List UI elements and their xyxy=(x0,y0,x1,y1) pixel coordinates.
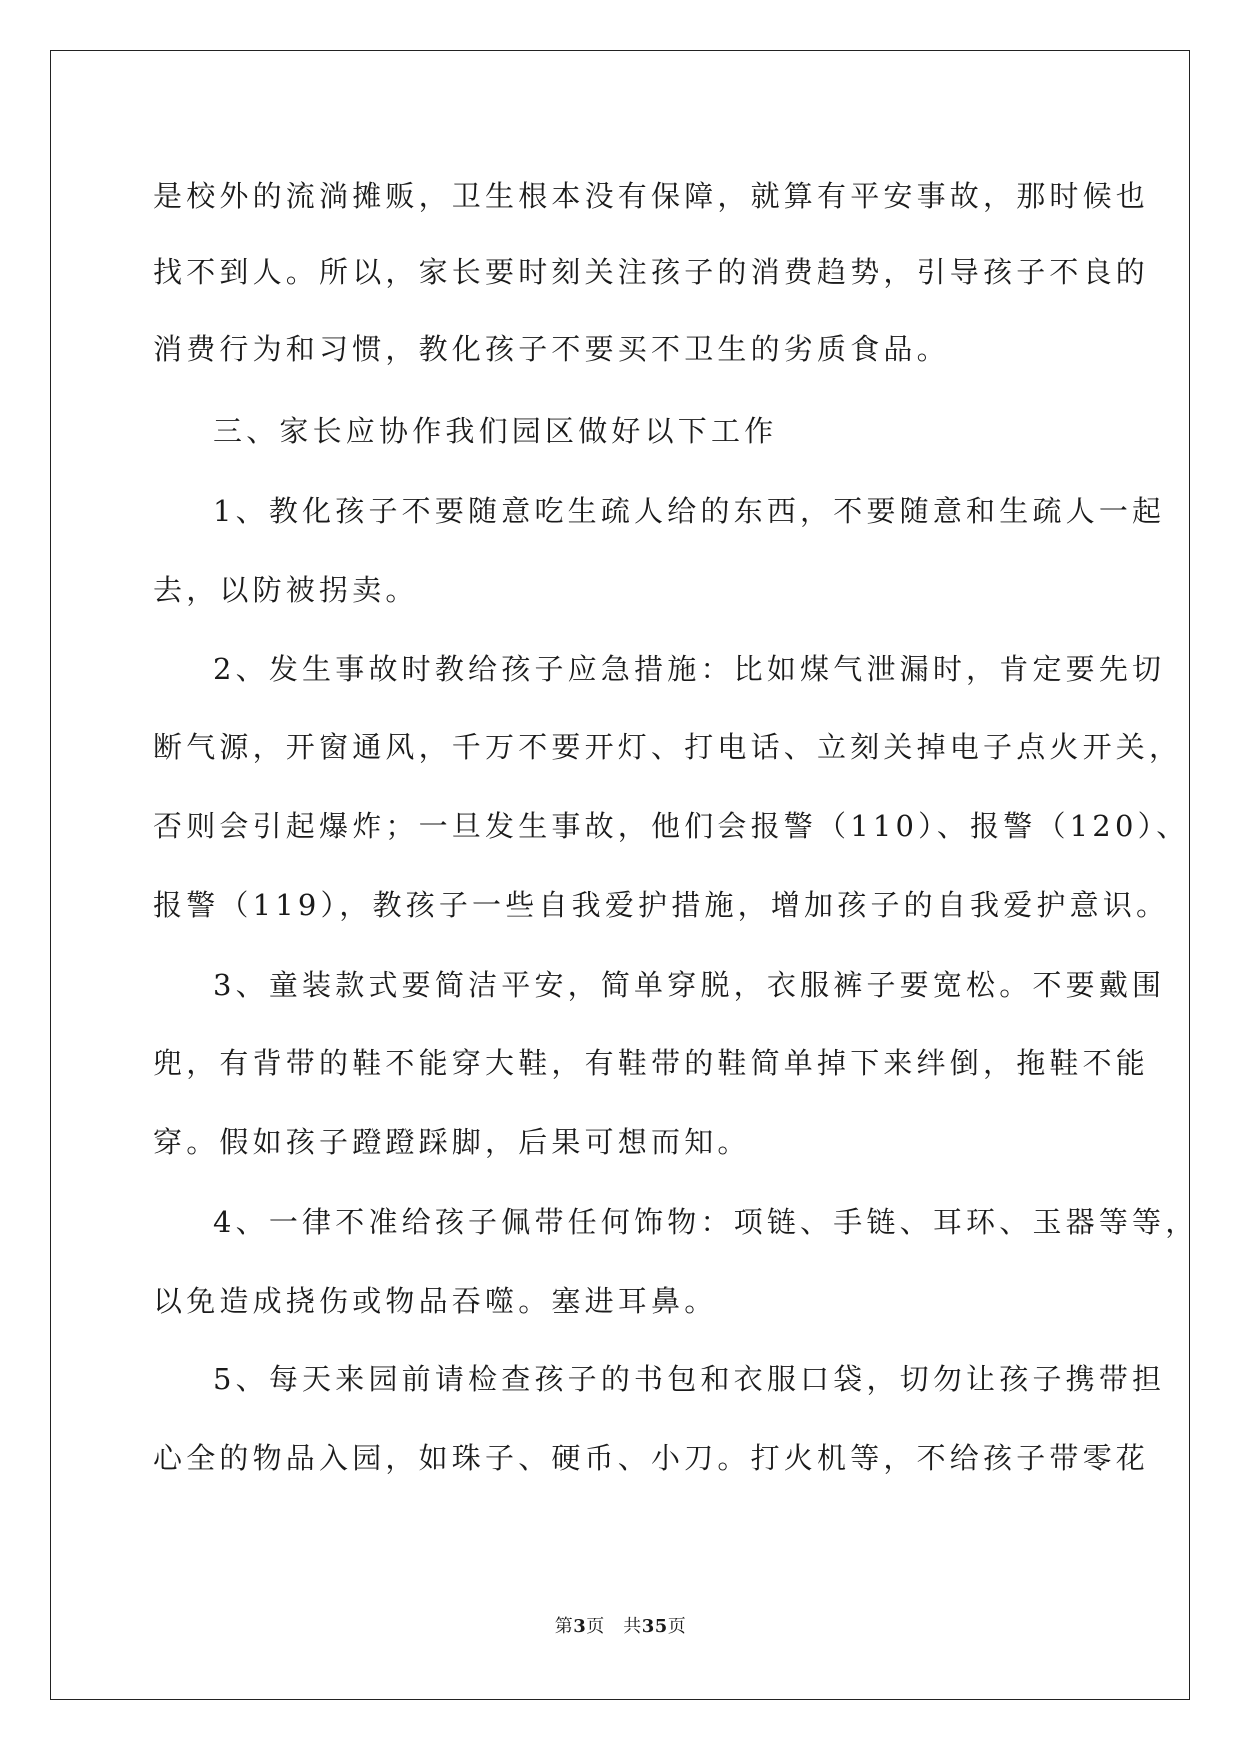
body-line-9: 否则会引起爆炸；一旦发生事故，他们会报警（110）、报警（120）、 xyxy=(153,809,1190,843)
body-line-7: 2、发生事故时教给孩子应急措施：比如煤气泄漏时，肯定要先切 xyxy=(213,652,1166,686)
footer-suffix: 页 xyxy=(667,1616,687,1637)
footer-prefix: 第 xyxy=(554,1616,574,1637)
body-line-16: 5、每天来园前请检查孩子的书包和衣服口袋，切勿让孩子携带担 xyxy=(213,1362,1166,1396)
body-line-10: 报警（119），教孩子一些自我爱护措施，增加孩子的自我爱护意识。 xyxy=(153,888,1170,922)
body-line-6: 去，以防被拐卖。 xyxy=(153,573,419,607)
body-line-12: 兜，有背带的鞋不能穿大鞋，有鞋带的鞋简单掉下来绊倒，拖鞋不能 xyxy=(153,1046,1150,1080)
current-page-number: 3 xyxy=(573,1616,587,1637)
body-line-15: 以免造成挠伤或物品吞噬。塞进耳鼻。 xyxy=(153,1284,718,1318)
body-line-1: 是校外的流淌摊贩，卫生根本没有保障，就算有平安事故，那时候也 xyxy=(153,179,1150,213)
body-line-14: 4、一律不准给孩子佩带任何饰物：项链、手链、耳环、玉器等等， xyxy=(213,1205,1199,1239)
body-line-5: 1、教化孩子不要随意吃生疏人给的东西，不要随意和生疏人一起 xyxy=(213,494,1166,528)
body-line-2: 找不到人。所以，家长要时刻关注孩子的消费趋势，引导孩子不良的 xyxy=(153,255,1150,289)
body-line-8: 断气源，开窗通风，千万不要开灯、打电话、立刻关掉电子点火开关， xyxy=(153,730,1183,764)
body-line-3: 消费行为和习惯，教化孩子不要买不卫生的劣质食品。 xyxy=(153,332,950,366)
body-line-11: 3、童装款式要简洁平安，简单穿脱，衣服裤子要宽松。不要戴围 xyxy=(213,968,1166,1002)
body-line-17: 心全的物品入园，如珠子、硬币、小刀。打火机等，不给孩子带零花 xyxy=(153,1441,1150,1475)
body-line-13: 穿。假如孩子蹬蹬踩脚，后果可想而知。 xyxy=(153,1125,751,1159)
total-pages-number: 35 xyxy=(641,1616,668,1637)
footer-middle: 页 共 xyxy=(586,1616,642,1637)
page-footer xyxy=(0,1612,1241,1638)
section-heading: 三、家长应协作我们园区做好以下工作 xyxy=(213,414,778,448)
